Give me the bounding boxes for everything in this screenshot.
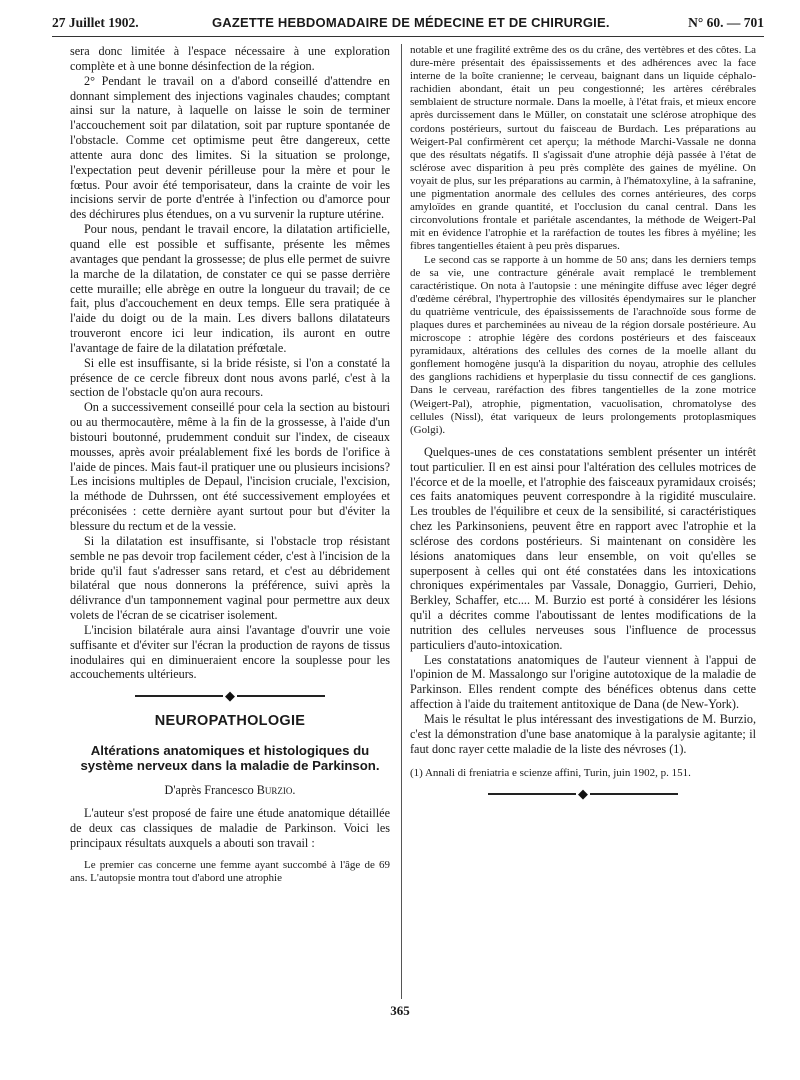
issue-number: N° 60. — 701: [688, 15, 764, 30]
paragraph: Le second cas se rapporte à un homme de 50 ans; dans les derniers temps de sa vie, une contracture générale avait remplacé le tremblement caractéristique. On nota à l'autopsie : une méningite diffuse avec léger degré d'œdème cérébral, l'hypertrophie des villosités épendymaires sur le plancher du quatrième ventricule, des épaississements de l'arachnoïde sous forme de plaques dures et parcheminées au niveau de la région dorsale postérieure. Au microscope : atrophie légère des cordons postérieurs et des faisceaux pyramidaux, altérations des cellules des cornes de la moelle allant du gonflement homogène jusqu'à la disparition du noyau, atrophie des cellules des ganglions rachidiens et hyperplasie du tissu connectif de ces ganglions. Dans le cerveau, raréfaction des fibres tangentielles de la zone motrice (Weigert-Pal), atrophie, pigmentation, vacuolisation, chromatolyse des cellules (Nissl), état variqueux de leurs prolongements protoplasmiques (Golgi).: [410, 253, 756, 436]
column-divider: [401, 44, 402, 999]
left-column: [70, 44, 390, 885]
paragraph: L'incision bilatérale aura ainsi l'avantage d'ouvrir une voie suffisante et d'éviter sur l'écran la production de rayons de tissus inodulaires qui en diminueraient encore la souplesse pour les accouchements ultérieurs.: [70, 622, 390, 682]
section-heading: NEUROPATHOLOGIE: [154, 713, 306, 730]
paragraph: 2° Pendant le travail on a d'abord conseillé d'attendre en donnant simplement des injections vaginales chaudes; comptant ainsi sur la nature, à laquelle on laisse le soin de terminer l'accouchement soit par dilatation, soit par rupture spontanée de l'obstacle. Comme cet optimisme peut être dangereux, cette attente aura donc des limites. Si la situation se prolonge, l'expectation peut devenir périlleuse pour la mère et pour le fœtus. Pour avoir été temporisateur, dans la crainte de voir les incisions servir de porte d'entrée à l'infection ou d'amorce pour des déchirures plus étendues, on a vu survenir la rupture utérine.: [70, 73, 390, 222]
paragraph: Si elle est insuffisante, si la bride résiste, si l'on a constaté la présence de ce cercle fibreux dont nous avons parlé, c'est à la section de l'obstacle qu'on aura recours.: [70, 355, 390, 400]
journal-title: GAZETTE HEBDOMADAIRE DE MÉDECINE ET DE CHIRURGIE.: [212, 15, 610, 30]
paragraph: On a successivement conseillé pour cela la section au bistouri ou au thermocautère, même à la fin de la grossesse, à l'aide d'un bistouri boutonné, prudemment conduit sur l'index, de ciseaux mousses, après avoir préalablement fixé les bords de l'orifice à l'aide de pinces. Mais faut-il pratiquer une ou plusieurs incisions? Les incisions multiples de Depaul, l'incision cruciale, l'excision, la méthode de Duhrssen, ont été successivement employées et préconisées : cette dernière ayant surtout pour but d'éviter la blessure du rectum et de la vessie.: [70, 400, 390, 533]
right-column: [410, 44, 756, 806]
paragraph: Les constatations anatomiques de l'auteur viennent à l'appui de l'opinion de M. Massalongo sur l'origine autotoxique de la maladie de Parkinson. Elles rendent compte des bénéfices obtenus dans cette affection à l'aide du traitement antitoxique de Dana (de New-York).: [410, 652, 756, 712]
diamond-ornament-icon: ◆: [578, 786, 588, 802]
section-separator: [70, 689, 390, 702]
paragraph: Quelques-unes de ces constatations semblent présenter un intérêt tout particulier. Il en est ainsi pour l'altération des cellules motrices de l'écorce et de la moelle, et l'atrophie des faisceaux pyramidaux croisés; ces faits anatomiques peuvent correspondre à la rigidité musculaire. Les troubles de l'équilibre et ceux de la sensibilité, si caractéristiques chez les Parkinsoniens, peuvent être en rapport avec l'atrophie et la sclérose des cordons postérieurs. Si maintenant on considère les lésions anatomiques dans leur ensemble, on voit qu'elles se superposent à celles qui ont été constatées dans les intoxications chroniques expérimentales par Vassale, Donaggio, Gurrieri, Dehio, Berkley, Schaffer, etc.... M. Burzio est porté à considérer les lésions qu'il a décrites comme l'aboutissant de lentes modifications de la nutrition des cellules nerveuses sous l'influence de processus particuliers d'auto-intoxication.: [410, 444, 756, 652]
byline: [70, 783, 390, 798]
byline-author: Burzio.: [256, 783, 296, 798]
footnote: (1) Annali di freniatria e scienze affini, Turin, juin 1902, p. 151.: [410, 766, 691, 779]
paragraph: Pour nous, pendant le travail encore, la dilatation artificielle, quand elle est possible et suffisante, présente les mêmes avantages que pendant la grossesse; de plus elle permet de suivre la marche de la dilatation, de constater ce qui se passe derrière cette muraille; elle abrège en outre la longueur du travail; de ce fait, plus d'accouchement en deux temps. Elle sera pratiquée à l'aide du doigt ou de la main. Les divers ballons dilatateurs trouveront encore ici leur indication, ils auront en outre l'avantage de faire de la dilatation préfœtale.: [70, 222, 390, 355]
paragraph: Le premier cas concerne une femme ayant succombé à l'âge de 69 ans. L'autopsie montra tout d'abord une atrophie: [70, 858, 390, 884]
paragraph: Mais le résultat le plus intéressant des investigations de M. Burzio, c'est la démonstration d'une base anatomique à la paralysie agitante; il faut donc rayer cette maladie de la liste des névroses (1).: [410, 712, 756, 756]
paragraph: Si la dilatation est insuffisante, si l'obstacle trop résistant semble ne pas devoir trop facilement céder, c'est à l'incision de la bride qu'il faut s'adresser sans retard, et c'est au débridement bilatéral que nous donnerons la préférence, suivi après la délivrance d'un tamponnement vaginal pour permettre aux deux volets de l'écran de se cicatriser isolement.: [70, 533, 390, 623]
paragraph: sera donc limitée à l'espace nécessaire à une exploration complète et à une bonne désinfection de la région.: [70, 44, 390, 73]
diamond-ornament-icon: ◆: [225, 688, 235, 704]
end-separator: [410, 787, 756, 800]
page-number: 365: [390, 1003, 410, 1018]
running-header: [52, 6, 764, 37]
byline-prefix: D'après Francesco: [164, 783, 254, 798]
paragraph: L'auteur s'est proposé de faire une étude anatomique détaillée de deux cas classiques de maladie de Parkinson. Voici les principaux résultats auxquels a abouti son travail :: [70, 805, 390, 850]
header-date: 27 Juillet 1902.: [52, 15, 139, 30]
paragraph: notable et une fragilité extrême des os du crâne, des vertèbres et des côtes. La dure-mère présentait des épaississements et des adhérences avec la face interne de la boîte cranienne; le cerveau, baignant dans un liquide céphalo-rachidien abondant, était un peu congestionné; les artères cérébrales semblaient de structure normale. Dans la moelle, à l'état frais, et mieux encore après durcissement dans le Müller, on constatait une sclérose atrophique des cordons postérieurs, surtout du faisceau de Burdach. Les préparations au Weigert-Pal confirmèrent cet aperçu; la méthode Marchi-Vassale ne donna que des résultats négatifs. Il s'agissait d'une atrophie déjà passée à l'état de sclérose avec disparition à peu près complète des gaines de myéline. On voyait de plus, sur les préparations au carmin, à l'hématoxyline, à la safranine, une pigmentation anormale des cellules des cornes antérieures, des corps amyloïdes en grande quantité, et l'occlusion du canal central. Dans les circonvolutions frontale et pariétale ascendantes, la méthode de Weigert-Pal mit en évidence l'atrophie et la raréfaction de toutes les fibres à myéline; les fibres tangentielles étaient à peu près disparues.: [410, 44, 756, 253]
article-title: Altérations anatomiques et histologiques du système nerveux dans la maladie de Parkinson.: [80, 743, 380, 774]
